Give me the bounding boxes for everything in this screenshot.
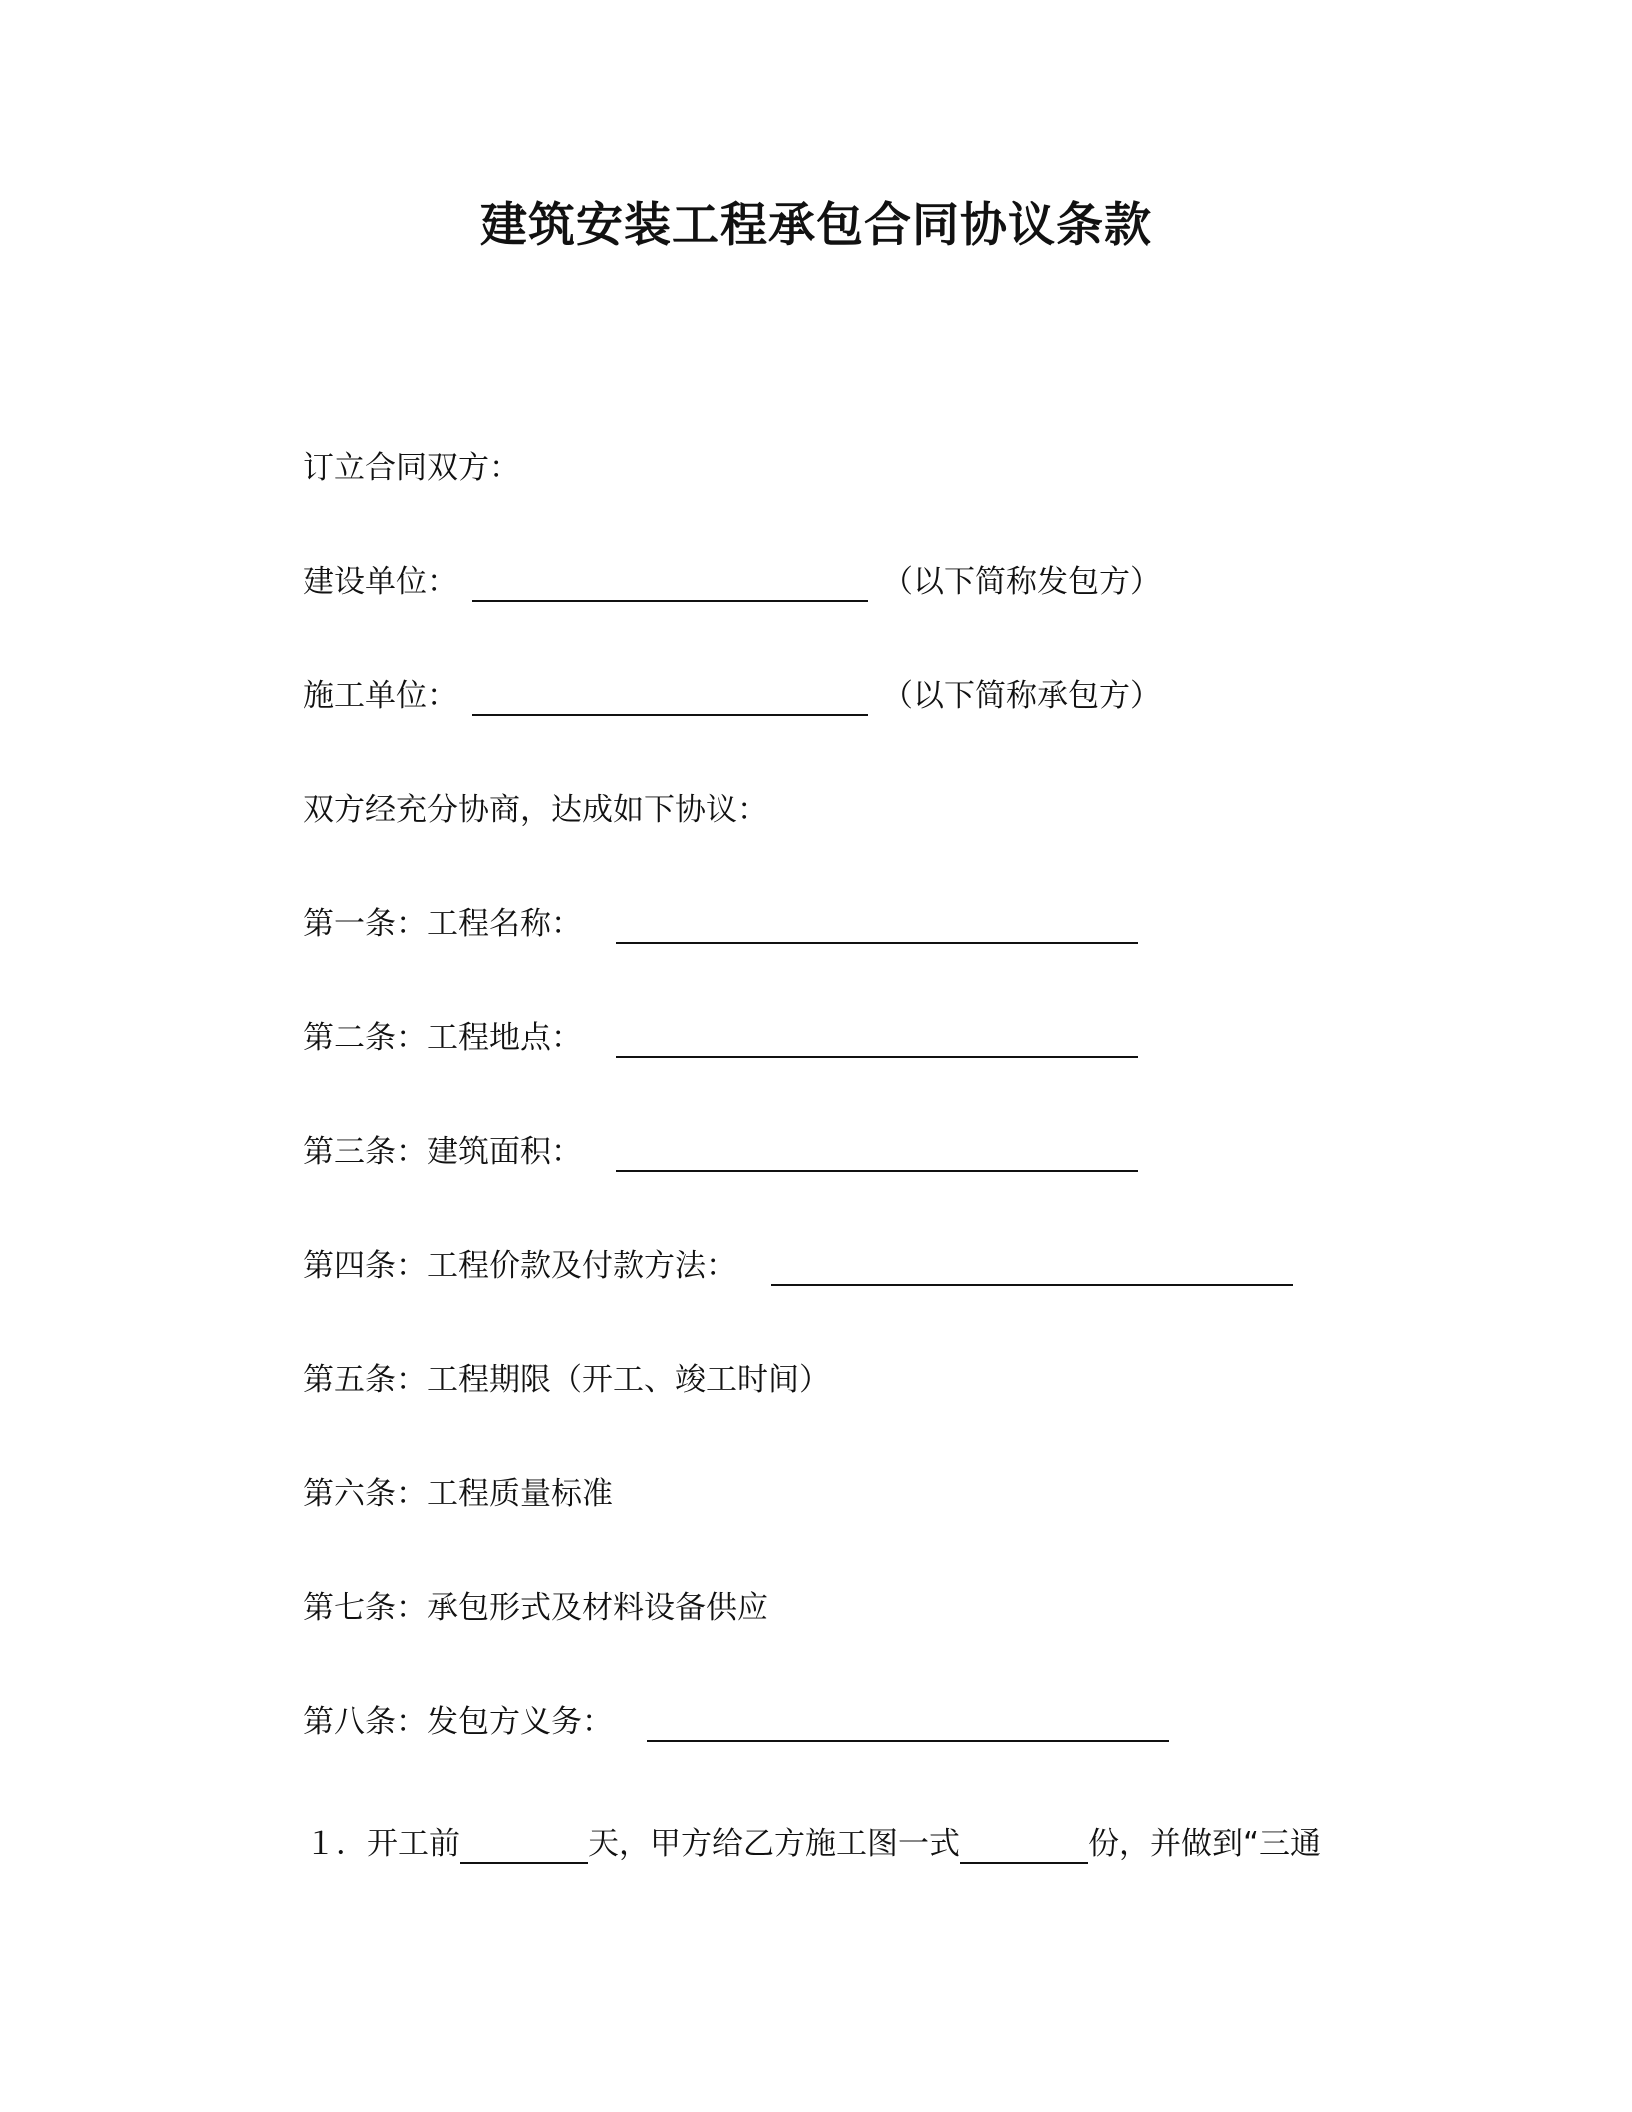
article-7 [303,1588,768,1628]
parties-heading-text: 订立合同双方： [303,450,520,486]
article-2-label: 第二条：工程地点： [303,1020,582,1056]
employer-suffix: （以下简称发包方） [882,564,1161,600]
clause-1-part-a: １．开工前 [305,1826,460,1862]
clause-1-part-c: 份，并做到“三通 [1088,1826,1322,1862]
article-4 [303,1246,1293,1286]
clause-1-copies-blank-field[interactable] [960,1826,1088,1864]
clause-1-part-b: 天，甲方给乙方施工图一式 [588,1826,960,1862]
article-6 [303,1474,613,1514]
article-3 [303,1132,1138,1172]
document-title: 建筑安装工程承包合同协议条款 [480,198,1152,253]
article-1 [303,904,1138,944]
clause-1 [305,1824,1321,1864]
contractor-blank-field[interactable] [472,678,868,716]
employer-label: 建设单位： [303,564,458,600]
contractor-label: 施工单位： [303,678,458,714]
article-4-blank-field[interactable] [771,1248,1293,1286]
clause-1-days-blank-field[interactable] [460,1826,588,1864]
article-6-label: 第六条：工程质量标准 [303,1476,613,1512]
article-8 [303,1702,1169,1742]
article-4-label: 第四条：工程价款及付款方法： [303,1248,737,1284]
article-8-blank-field[interactable] [647,1704,1169,1742]
article-3-blank-field[interactable] [616,1134,1138,1172]
article-3-label: 第三条：建筑面积： [303,1134,582,1170]
employer-blank-field[interactable] [472,564,868,602]
article-5-label: 第五条：工程期限（开工、竣工时间） [303,1362,830,1398]
agreement-intro-text: 双方经充分协商，达成如下协议： [303,792,768,828]
article-2-blank-field[interactable] [616,1020,1138,1058]
article-8-label: 第八条：发包方义务： [303,1704,613,1740]
agreement-intro [303,790,768,830]
contractor-line [303,676,1161,716]
article-7-label: 第七条：承包形式及材料设备供应 [303,1590,768,1626]
parties-heading [303,448,520,488]
article-2 [303,1018,1138,1058]
article-1-blank-field[interactable] [616,906,1138,944]
article-1-label: 第一条：工程名称： [303,906,582,942]
article-5 [303,1360,830,1400]
employer-line [303,562,1161,602]
contractor-suffix: （以下简称承包方） [882,678,1161,714]
